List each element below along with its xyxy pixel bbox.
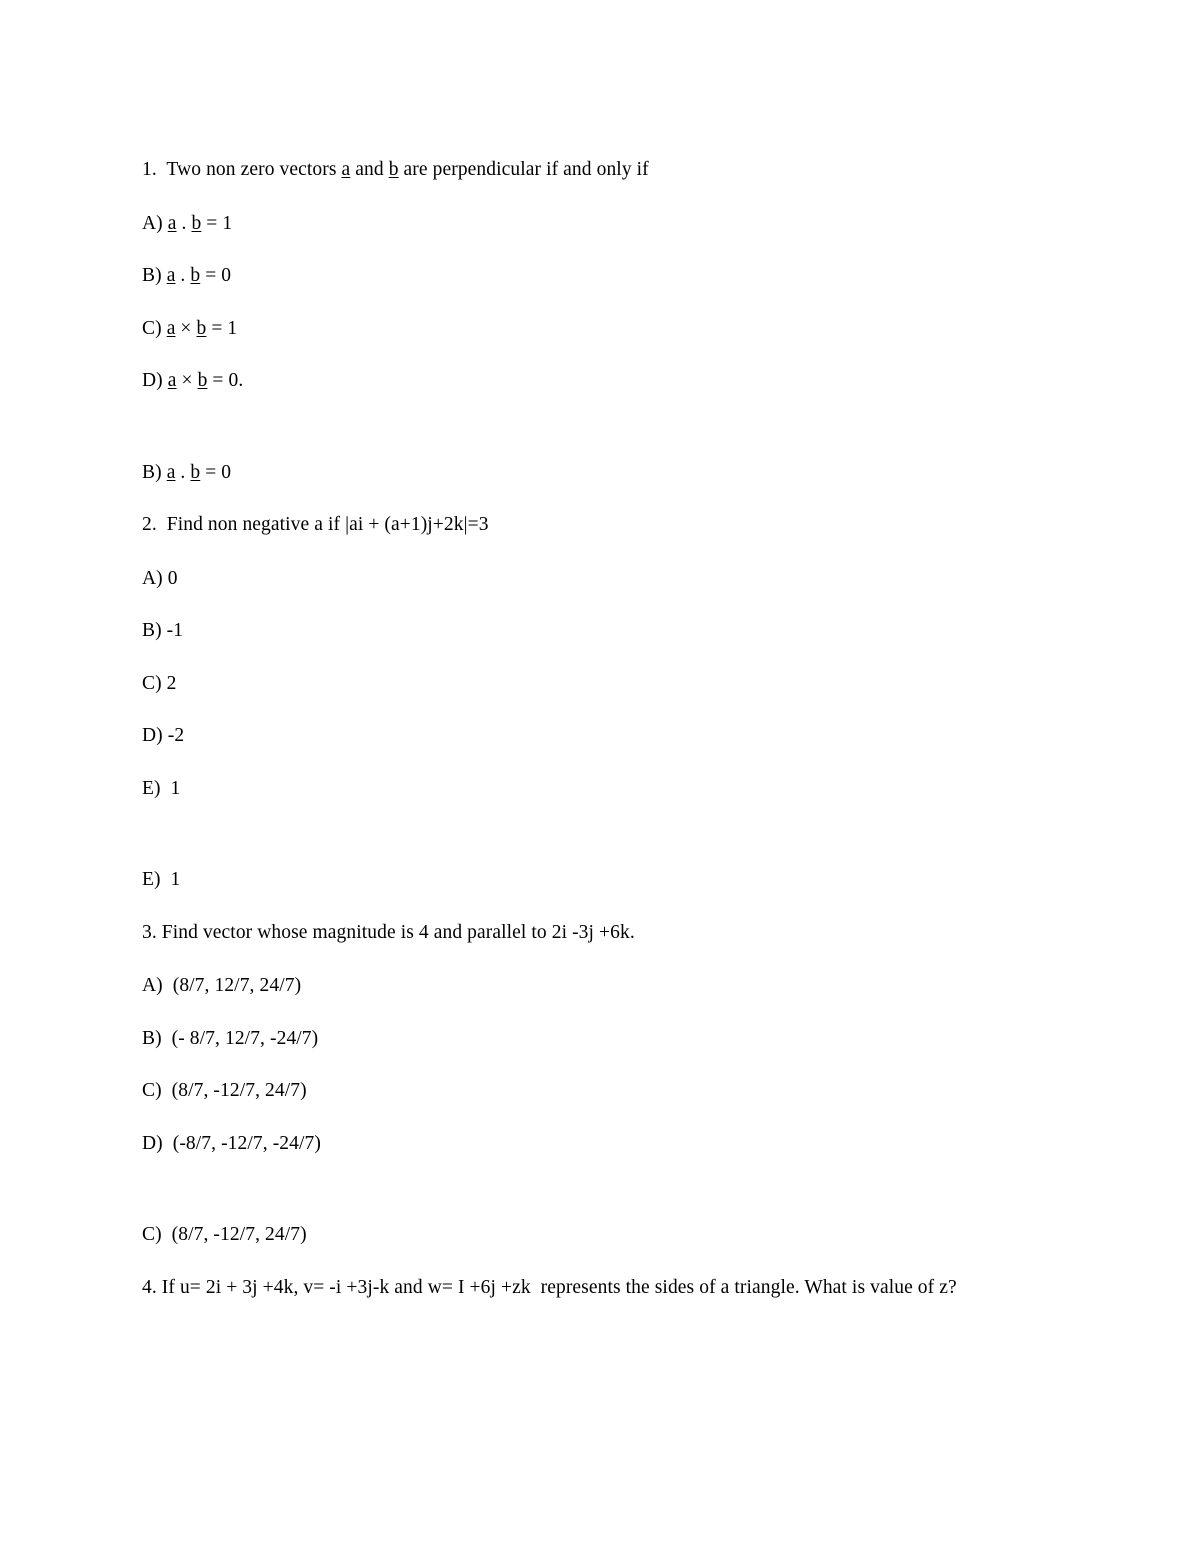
- question-2-option-e: E) 1: [142, 777, 181, 799]
- vector-a-inline: a: [166, 461, 176, 483]
- question-2-answer: E) 1: [142, 869, 181, 890]
- vector-a-inline: a: [166, 265, 176, 286]
- vector-b-inline: b: [197, 370, 208, 391]
- question-2-option-a: A) 0: [142, 567, 178, 589]
- vector-b-inline: b: [190, 461, 201, 483]
- question-2-option-d: D) -2: [142, 725, 185, 746]
- vector-b-inline: b: [388, 159, 399, 180]
- question-1-answer: B) a . b = 0: [142, 461, 232, 483]
- vector-b-inline: b: [190, 265, 201, 286]
- question-1-stem: 1. Two non zero vectors a and b are perpendicular if and only if: [142, 159, 649, 180]
- document-body: [142, 160, 1072, 1330]
- question-1-option-c: C) a × b = 1: [142, 317, 238, 339]
- question-3-option-a: A) (8/7, 12/7, 24/7): [142, 975, 302, 996]
- vector-b-inline: b: [196, 317, 207, 339]
- question-3-stem: 3. Find vector whose magnitude is 4 and parallel to 2i -3j +6k.: [142, 921, 635, 943]
- vector-a-inline: a: [167, 370, 177, 391]
- question-2-stem: 2. Find non negative a if |ai + (a+1)j+2k|=3: [142, 514, 489, 535]
- vector-a-inline: a: [341, 159, 351, 180]
- question-3-option-b: B) (- 8/7, 12/7, -24/7): [142, 1027, 319, 1049]
- question-3-answer: C) (8/7, -12/7, 24/7): [142, 1224, 307, 1245]
- vector-a-inline: a: [166, 317, 176, 339]
- question-3-option-c: C) (8/7, -12/7, 24/7): [142, 1080, 307, 1101]
- vector-b-inline: b: [191, 212, 202, 234]
- question-1-option-d: D) a × b = 0.: [142, 370, 244, 391]
- question-2-option-c: C) 2: [142, 672, 177, 694]
- question-4-stem: 4. If u= 2i + 3j +4k, v= -i +3j-k and w= I +6j +zk represents the sides of a triangle. What is value of z?: [142, 1276, 957, 1298]
- question-2-option-b: B) -1: [142, 620, 184, 641]
- question-1-option-b: B) a . b = 0: [142, 265, 232, 286]
- question-3-option-d: D) (-8/7, -12/7, -24/7): [142, 1132, 321, 1154]
- question-1-option-a: A) a . b = 1: [142, 212, 233, 234]
- vector-a-inline: a: [167, 212, 177, 234]
